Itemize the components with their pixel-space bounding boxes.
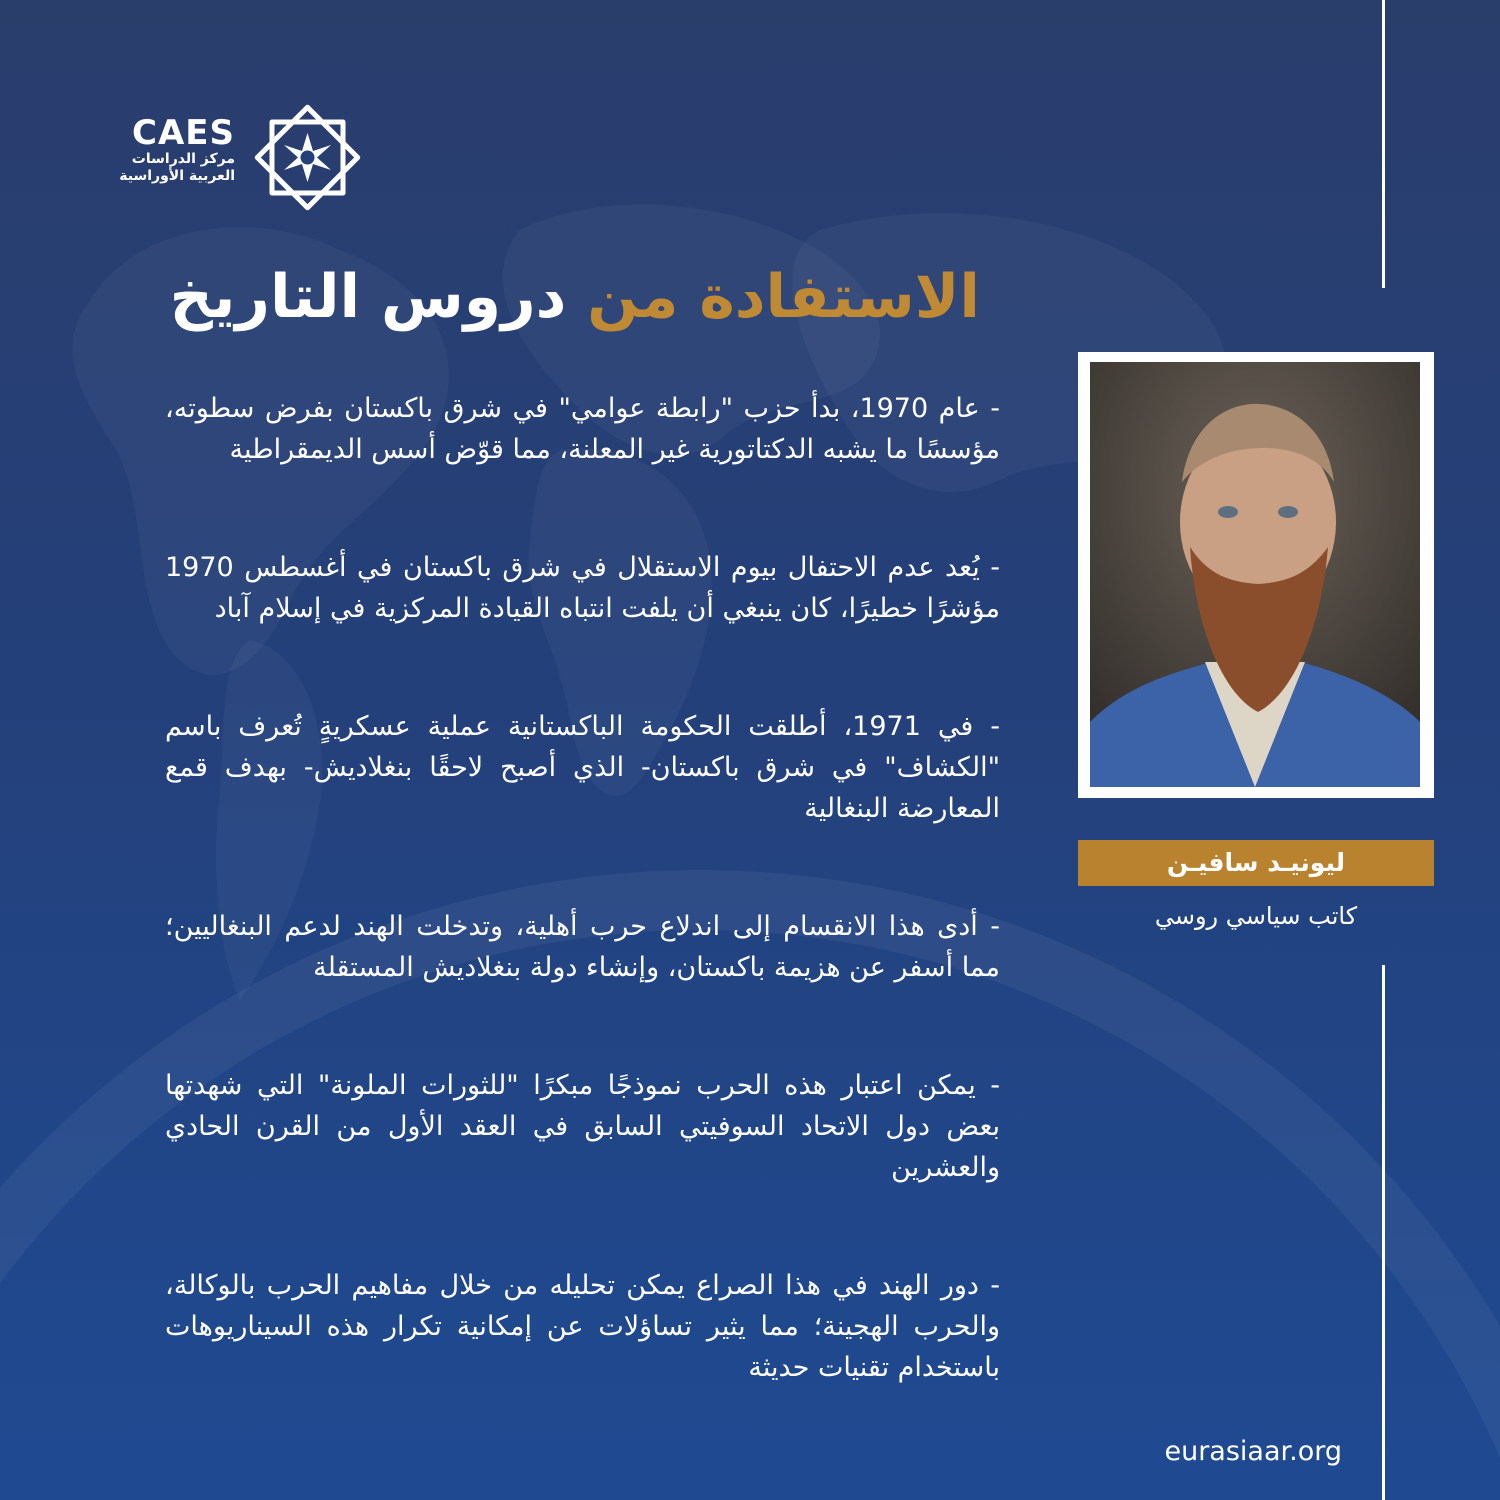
page-title [150, 250, 980, 345]
article-body [165, 388, 1000, 1465]
paragraph: - عام 1970، بدأ حزب "رابطة عوامي" في شرق باكستان بفرض سطوته، مؤسسًا ما يشبه الدكتاتورية غير المعلنة، مما قوّض أسس الديمقراطية [165, 393, 1000, 465]
paragraph: - دور الهند في هذا الصراع يمكن تحليله من خلال مفاهيم الحرب بالوكالة، والحرب الهجينة؛ مما يثير تساؤلات عن إمكانية تكرار هذه السيناريوهات باستخدام تقنيات حديثة [165, 1270, 1000, 1383]
star-emblem-icon [245, 95, 370, 220]
paragraph: - أدى هذا الانقسام إلى اندلاع حرب أهلية، وتدخلت الهند لدعم البنغاليين؛ مما أسفر عن هزيمة باكستان، وإنشاء دولة بنغلاديش المستقلة [165, 911, 1000, 983]
caes-logo [110, 95, 370, 220]
author-role: كاتب سياسي روسي [1154, 902, 1358, 930]
author-photo [1090, 362, 1420, 787]
paragraph: - يمكن اعتبار هذه الحرب نموذجًا مبكرًا "للثورات الملونة" التي شهدتها بعض دول الاتحاد السوفيتي السابق في العقد الأول من القرن الحادي والعشرين [165, 1070, 1000, 1183]
paragraph: - في 1971، أطلقت الحكومة الباكستانية عملية عسكريةٍ تُعرف باسم "الكشاف" في شرق باكستان- الذي أصبح لاحقًا بنغلاديش- بهدف قمع المعارضة البنغالية [165, 711, 1000, 824]
decorative-line-bottom [1382, 965, 1385, 1500]
logo-abbreviation: CAES [132, 113, 235, 153]
logo-name-line-1: مركز الدراسات [131, 151, 235, 167]
author-name: ليونيـد سافيـن [1078, 840, 1434, 886]
logo-name-line-2: العربية الأوراسية [119, 168, 235, 184]
author-photo-frame [1078, 352, 1434, 798]
decorative-line-top [1382, 0, 1385, 288]
title-rest: دروس التاريخ [169, 262, 567, 332]
title-accent: الاستفادة من [587, 262, 980, 332]
paragraph: - يُعد عدم الاحتفال بيوم الاستقلال في شرق باكستان في أغسطس 1970 مؤشرًا خطيرًا، كان ينبغي أن يلفت انتباه القيادة المركزية في إسلام آباد [165, 552, 1000, 624]
website-link[interactable]: eurasiaar.org [1164, 1436, 1342, 1467]
logo-text [110, 115, 235, 185]
